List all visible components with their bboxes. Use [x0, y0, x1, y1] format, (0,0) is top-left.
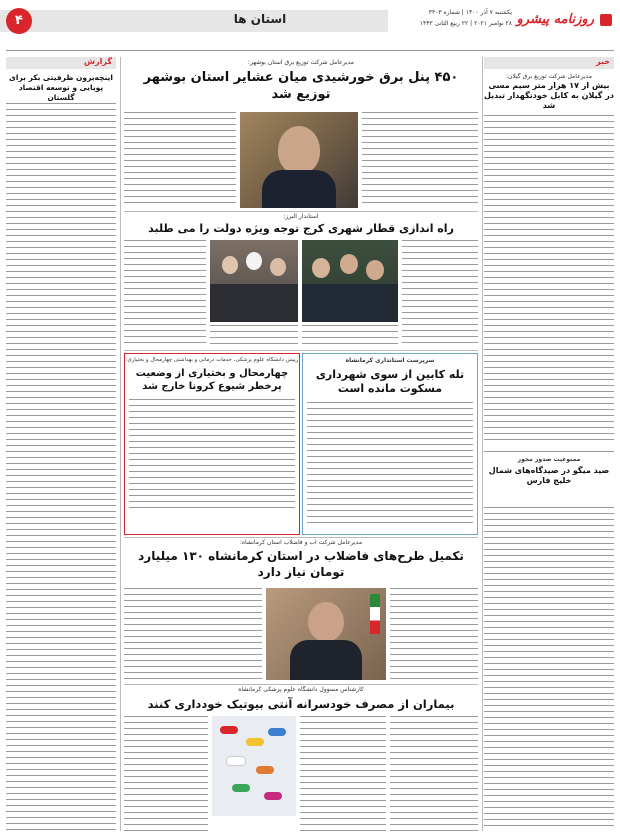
karaj-caption-2: [210, 325, 298, 345]
karaj-body-right: [402, 240, 478, 348]
logo: [516, 8, 612, 36]
antibiotics-body-left: [124, 716, 208, 831]
corona-headline: چهارمحال و بختیاری از وضعیت پرخطر شیوع کرونا خارج شد: [135, 368, 289, 392]
right-column: [484, 57, 614, 831]
karaj-caption-1: [302, 325, 398, 345]
bushehr-headline: ۴۵۰ پنل برق خورشیدی میان عشایر استان بوشهر توزیع شد: [143, 70, 459, 102]
antibiotics-body-mid: [300, 716, 386, 831]
antibiotics-photo: [212, 716, 296, 816]
right-column-label: خبر: [595, 57, 610, 66]
bushehr-body-right: [362, 112, 478, 208]
right-story-kicker: مدیرعامل شرکت توزیع برق گیلان:: [505, 73, 593, 80]
right-story-headline: بیش از ۱۷ هزار متر سیم مسی در گیلان به کابل خودنگهدار تبدیل شد: [484, 81, 614, 110]
section-bar: [0, 10, 388, 32]
section-title: استان ها: [233, 12, 287, 26]
date-gregorian: ۲۸ نوامبر ۲۰۲۱ | ۲۲ ربیع الثانی ۱۴۴۳: [419, 20, 512, 27]
left-story-body: [6, 103, 116, 831]
date-block: [392, 9, 512, 27]
sewage-headline: تکمیل طرح‌های فاضلاب در استان کرمانشاه ۱۳۰ میلیارد تومان نیاز دارد: [138, 549, 464, 579]
sewage-body-left: [124, 588, 262, 680]
sewage-body-right: [390, 588, 478, 680]
left-column: [6, 57, 116, 831]
date-persian: یکشنبه ۷ آذر ۱۴۰۰ | شماره ۳۳۰۳: [428, 9, 512, 16]
cable-car-body: [307, 402, 473, 526]
left-story-headline: اینچه‌برون ظرفیتی بکر برای پویایی و توسعه اقتصاد گلستان: [9, 73, 113, 102]
left-column-label-bar: [6, 57, 116, 69]
page-number: ۴: [15, 13, 23, 28]
antibiotics-body-right: [390, 716, 478, 831]
page-number-badge: [6, 8, 32, 34]
right-column-label-bar: [484, 57, 614, 69]
shrimp-headline: صید میگو در صیدگاه‌های شمال خلیج فارس: [488, 466, 610, 485]
left-column-label: گزارش: [83, 57, 112, 66]
karaj-headline: راه اندازی قطار شهری کرج توجه ویژه دولت را می طلبد: [148, 222, 454, 235]
cable-car-headline: تله کابین از سوی شهرداری مسکوت مانده است: [315, 368, 465, 395]
shrimp-box: [484, 451, 614, 504]
sewage-kicker: مدیرعامل شرکت آب و فاضلاب استان کرمانشاه:: [239, 539, 363, 546]
shrimp-kicker: ممنوعیت صدور مجوز: [517, 456, 581, 463]
cable-car-box: [302, 353, 478, 535]
karaj-photo-2: [210, 240, 298, 322]
antibiotics-headline: بیماران از مصرف خودسرانه آنتی بیوتیک خودداری کنند: [147, 697, 455, 711]
bushehr-photo: [240, 112, 358, 208]
logo-mark-icon: [600, 14, 612, 26]
corona-kicker: رییس دانشگاه علوم پزشکی، خدمات درمانی و بهداشتی چهارمحال و بختیاری:: [125, 357, 299, 363]
karaj-kicker: استاندار البرز:: [283, 213, 319, 220]
antibiotics-kicker: کارشناس مسوول دانشگاه علوم پزشکی کرمانشاه: [238, 686, 364, 693]
karaj-photo-1: [302, 240, 398, 322]
corona-box: [124, 353, 300, 535]
bushehr-kicker: مدیرعامل شرکت توزیع برق استان بوشهر:: [248, 59, 354, 66]
logo-text: روزنامه پیشرو: [516, 12, 594, 27]
cable-car-kicker: سرپرست استانداری کرمانشاه: [345, 357, 435, 364]
masthead: [0, 0, 620, 55]
karaj-body-left: [124, 240, 206, 348]
corona-body: [129, 399, 295, 511]
shrimp-body: [484, 507, 614, 831]
sewage-photo: [266, 588, 386, 680]
bushehr-body-left: [124, 112, 236, 208]
right-story-body: [484, 115, 614, 445]
